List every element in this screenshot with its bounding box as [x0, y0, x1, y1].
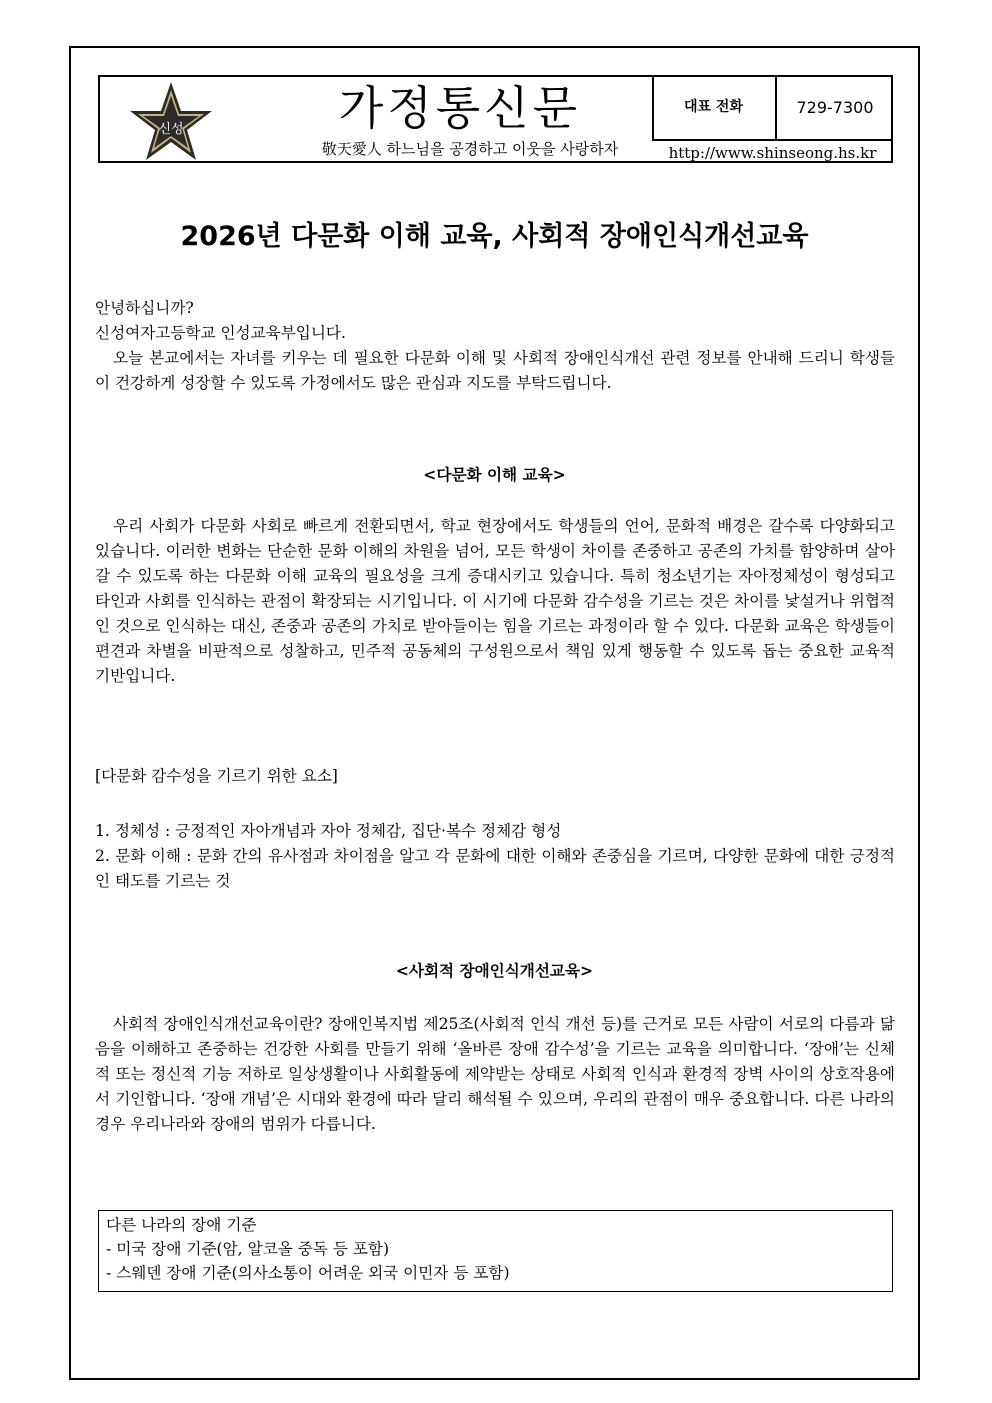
elements-subheading: [다문화 감수성을 기르기 위한 요소]	[95, 767, 338, 785]
section-heading-multicultural: <다문화 이해 교육>	[423, 465, 566, 484]
disability-standards-box	[98, 1210, 893, 1292]
logo-text: 신성	[158, 122, 184, 137]
list-item: 1. 정체성 : 긍정적인 자아개념과 자아 정체감, 집단·복수 정체감 형성	[95, 822, 562, 840]
box-title: 다른 나라의 장애 기준	[106, 1216, 257, 1234]
disability-paragraph: 사회적 장애인식개선교육이란? 장애인복지법 제25조(사회적 인식 개선 등)를 근거로 모든 사람이 서로의 다름과 닮음을 이해하고 존중하는 건강한 사회를 만들기 위해 ‘올바른 장애 감수성’을 기르는 교육을 의미합니다. ‘장애’는 신체적 또는 정신적 기능 저하로 일상생활이나 사회활동에 제약받는 상태로 사회적 인식과 환경적 장벽 사이의 상호작용에서 기인합니다. ‘장애 개념’은 시대와 환경에 따라 달리 해석될 수 있으며, 우리의 관점이 매우 중요합니다. 다른 나라의 경우 우리나라와 장애의 범위가 다릅니다.	[95, 1015, 895, 1133]
intro-paragraph: 오늘 본교에서는 자녀를 키우는 데 필요한 다문화 이해 및 사회적 장애인식개선 관련 정보를 안내해 드리니 학생들이 건강하게 성장할 수 있도록 가정에서도 많은 관심과 지도를 부탁드립니다.	[95, 349, 895, 392]
elements-subheading-block	[95, 764, 895, 789]
greeting: 안녕하십니까?	[95, 299, 194, 317]
elements-list	[95, 819, 895, 894]
list-item: - 스웨덴 장애 기준(의사소통이 어려운 외국 이민자 등 포함)	[106, 1264, 510, 1282]
website-link[interactable]: http://www.shinseong.hs.kr	[668, 144, 877, 162]
contact-label: 대표 전화	[684, 99, 743, 115]
list-item: 2. 문화 이해 : 문화 간의 유사점과 차이점을 알고 각 문화에 대한 이해와 존중심을 기르며, 다양한 문화에 대한 긍정적인 태도를 기르는 것	[95, 847, 895, 890]
multicultural-paragraph: 우리 사회가 다문화 사회로 빠르게 전환되면서, 학교 현장에서도 학생들의 언어, 문화적 배경은 갈수록 다양화되고 있습니다. 이러한 변화는 단순한 문화 이해의 차원을 넘어, 모든 학생이 차이를 존중하고 공존의 가치를 함양하며 살아갈 수 있도록 하는 다문화 이해 교육의 필요성을 크게 증대시키고 있습니다. 특히 청소년기는 자아정체성이 형성되고 타인과 사회를 인식하는 관점이 확장되는 시기입니다. 이 시기에 다문화 감수성을 기르는 것은 차이를 낯설거나 위협적인 것으로 인식하는 대신, 존중과 공존의 가치로 받아들이는 힘을 기르는 과정이라 할 수 있다. 다문화 교육은 학생들이 편견과 차별을 비판적으로 성찰하고, 민주적 공동체의 구성원으로서 책임 있게 행동할 수 있도록 돕는 중요한 교육적 기반입니다.	[95, 517, 895, 685]
list-item: - 미국 장애 기준(암, 알코올 중독 등 포함)	[106, 1240, 390, 1258]
masthead-title: 가정통신문	[338, 81, 582, 135]
document-title: 2026년 다문화 이해 교육, 사회적 장애인식개선교육	[180, 221, 809, 252]
sender: 신성여자고등학교 인성교육부입니다.	[95, 324, 346, 342]
intro-block	[95, 296, 895, 396]
disability-block	[95, 1012, 895, 1137]
section-heading-disability: <사회적 장애인식개선교육>	[395, 961, 594, 980]
contact-number: 729-7300	[796, 98, 874, 117]
school-motto: 敬天愛人 하느님을 공경하고 이웃을 사랑하자	[321, 140, 619, 158]
multicultural-block	[95, 514, 895, 689]
